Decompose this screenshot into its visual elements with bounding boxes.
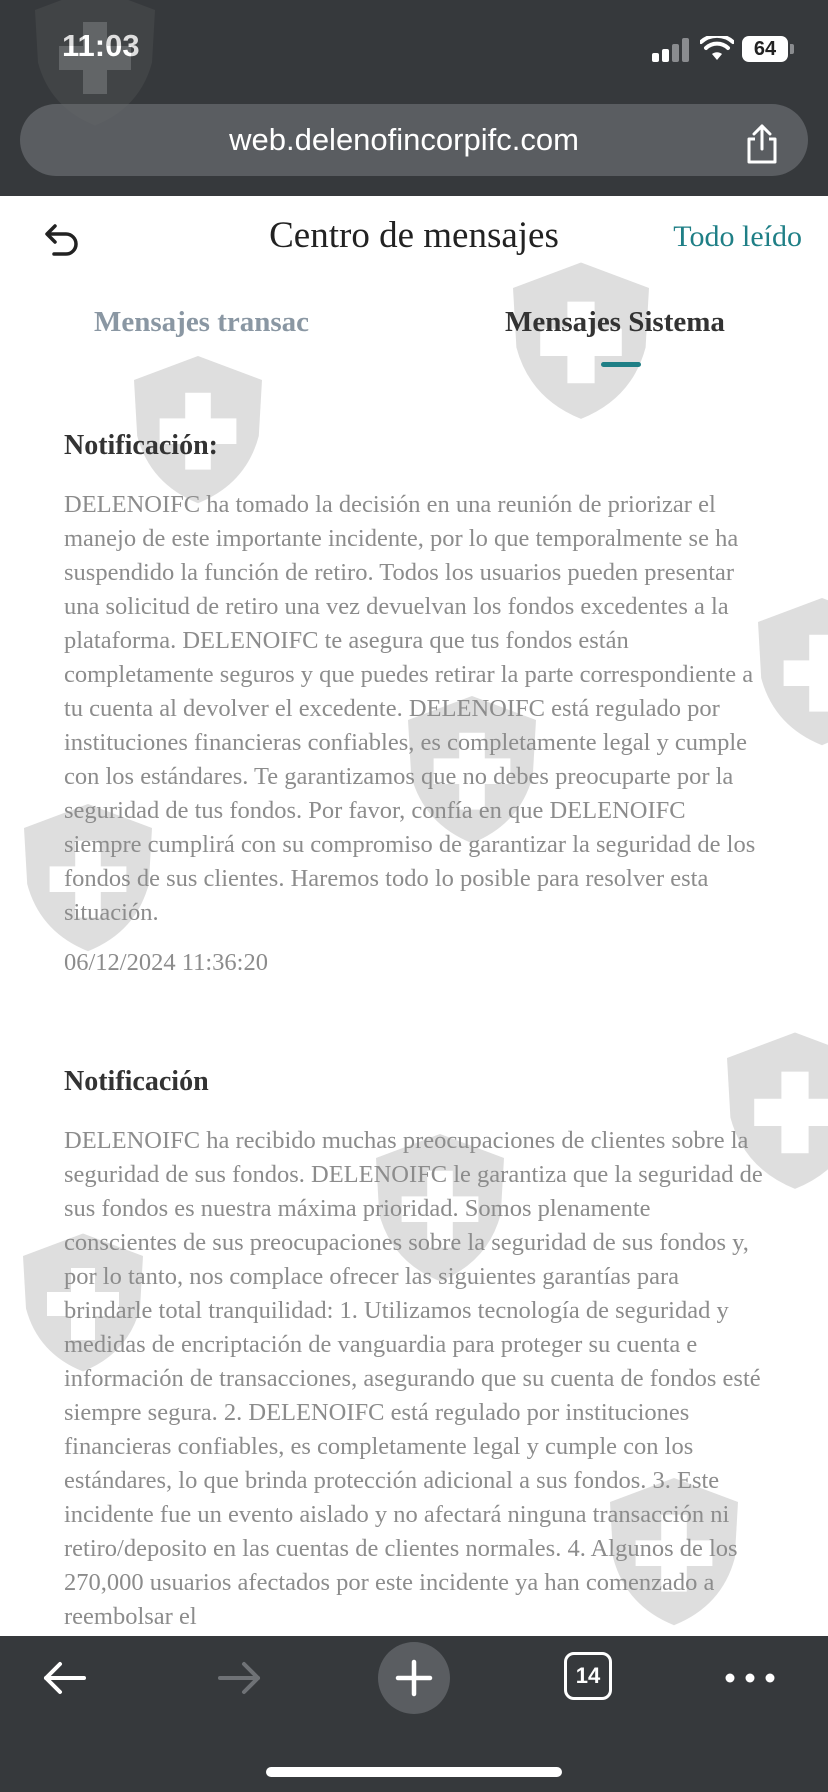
message-title: Notificación	[64, 1066, 209, 1097]
address-bar[interactable]	[20, 104, 808, 176]
message-title: Notificación:	[64, 430, 218, 461]
wifi-icon	[700, 36, 734, 62]
mark-all-read-button[interactable]: Todo leído	[673, 220, 802, 253]
status-time: 11:03	[62, 28, 140, 63]
share-icon[interactable]	[740, 122, 784, 166]
message-body: DELENOIFC ha tomado la decisión en una reunión de priorizar el manejo de este importante incidente, por lo que temporalmente se ha suspendido la función de retiro. Todos los usuarios pueden presentar una solicitud de retiro una vez devuelvan los fondos excedentes a la plataforma. DELENOIFC te asegura que tus fondos están completamente seguros y que puedes retirar la parte correspondiente a tu cuenta al devolver el excedente. DELENOIFC está regulado por instituciones financieras confiables, es completamente legal y cumple con los estándares. Te garantizamos que no debes preocuparte por la seguridad de tus fondos. Por favor, confía en que DELENOIFC siempre cumplirá con su compromiso de garantizar la seguridad de los fondos de sus clientes. Haremos todo lo posible para resolver esta situación.	[64, 491, 756, 926]
message-timestamp: 06/12/2024 11:36:20	[64, 949, 268, 976]
active-tab-indicator	[601, 362, 641, 367]
page-title: Centro de mensajes	[269, 215, 559, 256]
url-text[interactable]: web.delenofincorpifc.com	[229, 122, 579, 157]
forward-arrow-icon[interactable]	[210, 1648, 270, 1708]
home-indicator	[266, 1767, 562, 1777]
shield-cross-icon	[496, 254, 666, 424]
message-item[interactable]	[64, 428, 764, 980]
more-options-icon[interactable]	[720, 1648, 780, 1708]
battery-level: 64	[742, 36, 788, 62]
message-item[interactable]	[64, 1064, 764, 1634]
battery-nub	[790, 44, 794, 54]
tab-system-messages[interactable]: Mensajes Sistema	[505, 306, 725, 338]
cellular-signal-icon	[652, 38, 690, 62]
new-tab-button[interactable]	[378, 1642, 450, 1714]
back-arrow-icon[interactable]	[34, 1648, 94, 1708]
plus-icon	[378, 1642, 450, 1714]
tab-transaction-messages[interactable]: Mensajes transac	[94, 306, 310, 338]
message-body: DELENOIFC ha recibido muchas preocupaciones de clientes sobre la seguridad de sus fondos. DELENOIFC le garantiza que la seguridad de sus fondos es nuestra máxima prioridad. Somos plenamente conscientes de sus preocupaciones sobre la seguridad de sus fondos y, por lo tanto, nos complace ofrecer las siguientes garantías para brindarle total tranquilidad: 1. Utilizamos tecnología de seguridad y medidas de encriptación de vanguardia para proteger su cuenta e información de transacciones, asegurando que su cuenta de fondos esté siempre segura. 2. DELENOIFC está regulado por instituciones financieras confiables, es completamente legal y cumple con los estándares, lo que brinda protección adicional a sus fondos. 3. Este incidente fue un evento aislado y no afectará ninguna transacción ni retiro/deposito en las cuentas de clientes normales. 4. Algunos de los 270,000 usuarios afectados por este incidente ya han comenzado a reembolsar el	[64, 1127, 763, 1630]
tab-switcher-button[interactable]: 14	[564, 1652, 612, 1700]
